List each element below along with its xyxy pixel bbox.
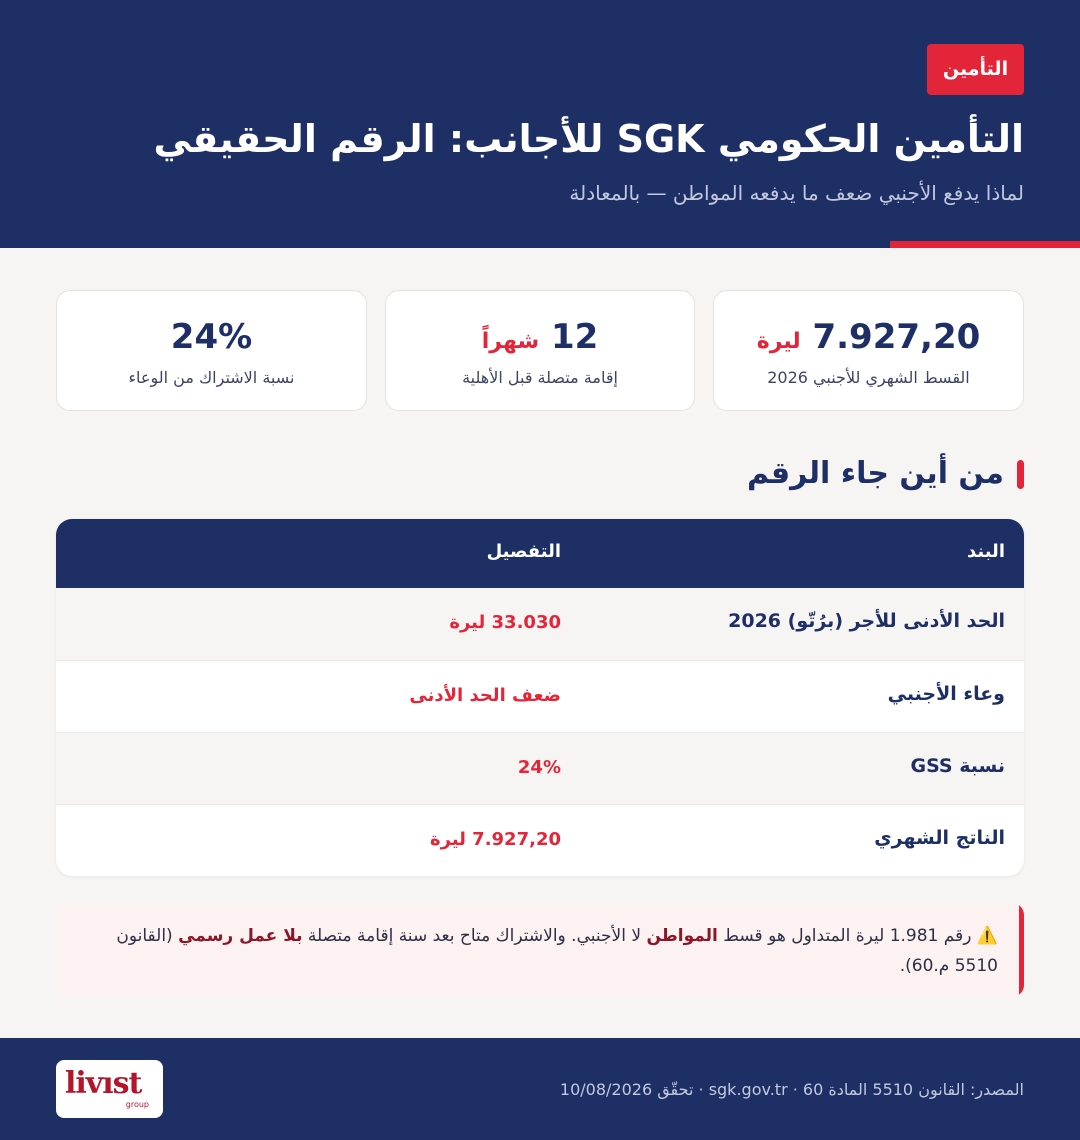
page-subtitle: لماذا يدفع الأجنبي ضعف ما يدفعه المواطن — بالمعادلة	[569, 181, 1024, 205]
note-text	[108, 921, 998, 981]
table-row	[56, 804, 1024, 876]
column-header-item: البند	[966, 541, 1005, 562]
brand-logo	[56, 1060, 163, 1118]
table-row	[56, 588, 1024, 660]
breakdown-table	[56, 519, 1024, 876]
note-part: (القانون 5510 م.60).	[116, 926, 998, 976]
row-item: الناتج الشهري	[874, 827, 1005, 849]
stat-card-residency-months	[385, 290, 695, 411]
stat-number: 24%	[170, 317, 253, 357]
row-item: وعاء الأجنبي	[887, 683, 1005, 705]
table-header	[56, 519, 1024, 588]
row-item: الحد الأدنى للأجر (برُتّو) 2026	[728, 610, 1005, 632]
note-highlight: المواطن	[646, 926, 718, 946]
note-accent-bar	[1019, 903, 1024, 997]
logo-subtext: group	[125, 1100, 149, 1109]
column-header-detail: التفصيل	[486, 541, 561, 562]
page-title: التأمين الحكومي SGK للأجانب: الرقم الحقيقي	[153, 117, 1024, 161]
stat-value	[57, 315, 366, 359]
stat-unit: شهراً	[481, 329, 540, 354]
stat-card-contribution-rate	[56, 290, 367, 411]
row-item: نسبة GSS	[910, 755, 1005, 777]
row-detail: 7.927,20 ليرة	[429, 829, 561, 850]
stat-label: القسط الشهري للأجنبي 2026	[767, 368, 970, 387]
table-row	[56, 660, 1024, 732]
row-detail: 24%	[517, 757, 561, 778]
table-row	[56, 732, 1024, 804]
stat-value	[714, 315, 1023, 364]
stat-label: نسبة الاشتراك من الوعاء	[128, 368, 295, 387]
logo-wordmark: livıst	[65, 1066, 142, 1101]
row-detail: 33.030 ليرة	[449, 612, 561, 633]
category-tag: التأمين	[927, 44, 1024, 95]
stat-number: 12	[550, 317, 599, 357]
note-part: ⚠️ رقم 1.981 ليرة المتداول هو قسط	[717, 926, 998, 946]
header-banner	[0, 0, 1080, 248]
section-title: من أين جاء الرقم	[746, 456, 1004, 491]
source-text: المصدر: القانون 5510 المادة 60 · sgk.gov.tr · تحقّق 10/08/2026	[559, 1080, 1024, 1099]
note-highlight: بلا عمل رسمي	[178, 926, 303, 946]
row-detail: ضعف الحد الأدنى	[409, 685, 561, 706]
stat-unit: ليرة	[756, 329, 801, 354]
note-part: لا الأجنبي. والاشتراك متاح بعد سنة إقامة متصلة	[302, 926, 647, 946]
stat-card-monthly-premium	[713, 290, 1024, 411]
accent-line	[890, 241, 1080, 248]
stat-number: 7.927,20	[812, 317, 981, 357]
warning-note	[56, 903, 1024, 997]
stat-label: إقامة متصلة قبل الأهلية	[462, 368, 618, 387]
stat-value	[386, 315, 694, 364]
footer	[0, 1038, 1080, 1140]
